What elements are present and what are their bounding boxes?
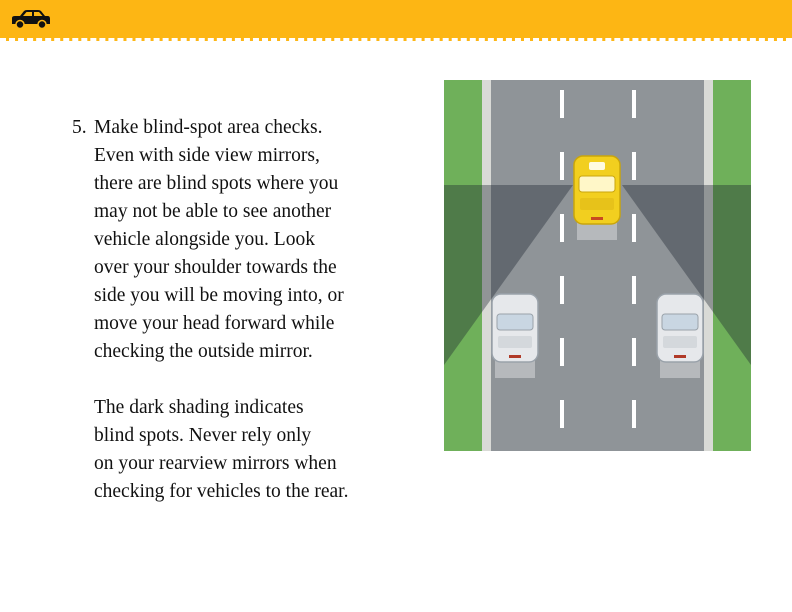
item-line: side you will be moving into, or: [94, 285, 344, 306]
note-line: The dark shading indicates: [94, 397, 304, 418]
note-line: checking for vehicles to the rear.: [94, 481, 349, 502]
car-icon: [9, 8, 53, 30]
item-line: Make blind-spot area checks.: [94, 117, 323, 138]
item-line: vehicle alongside you. Look: [94, 229, 315, 250]
instruction-text: [72, 114, 422, 506]
item-line: may not be able to see another: [94, 201, 332, 222]
item-line: checking the outside mirror.: [94, 341, 313, 362]
item-number: 5.: [72, 117, 87, 138]
item-line: Even with side view mirrors,: [94, 145, 320, 166]
right-white-car: [657, 294, 703, 378]
note-line: on your rearview mirrors when: [94, 453, 337, 474]
top-banner: [0, 0, 792, 41]
item-line: there are blind spots where you: [94, 173, 339, 194]
road-surface: [491, 80, 704, 451]
list-item: [72, 114, 422, 366]
blind-spot-road-illustration: [444, 80, 751, 451]
left-white-car: [492, 294, 538, 378]
item-body: [94, 114, 422, 366]
item-line: over your shoulder towards the: [94, 257, 337, 278]
item-line: move your head forward while: [94, 313, 335, 334]
note-line: blind spots. Never rely only: [94, 425, 312, 446]
blind-spot-note: [94, 394, 422, 506]
yellow-car: [574, 156, 620, 240]
